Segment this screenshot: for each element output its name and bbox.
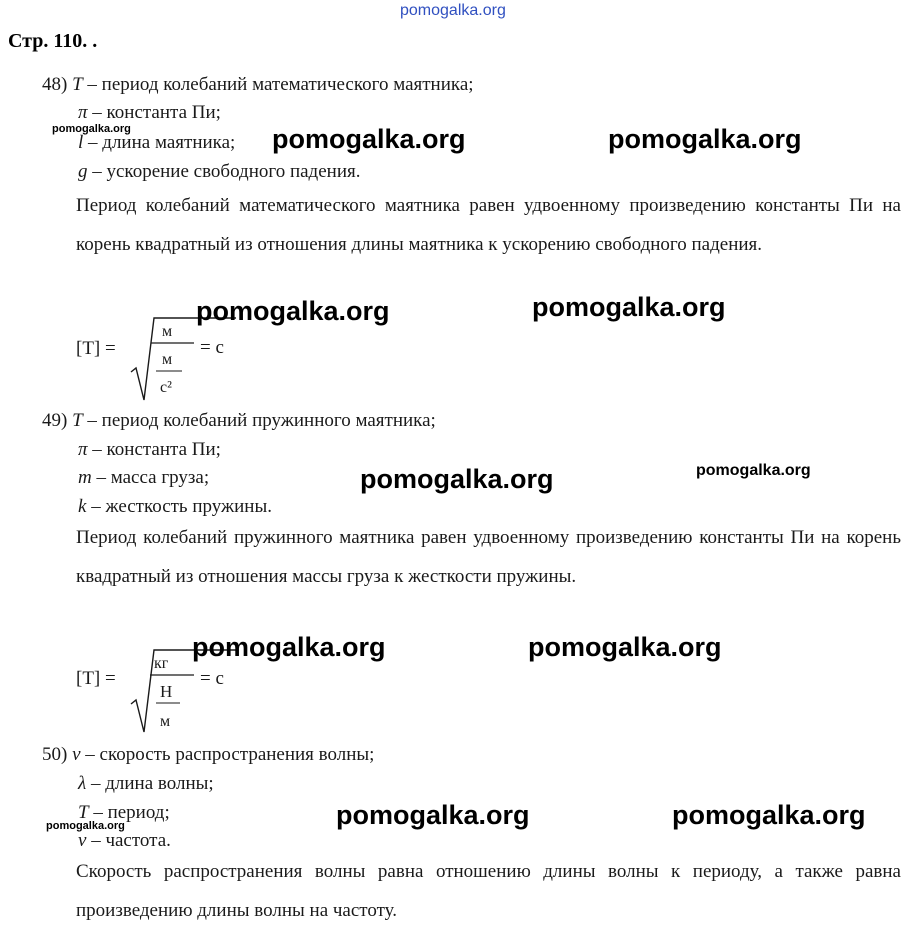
task50-paragraph: Скорость распространения волны равна отношению длины волны к периоду, а также равна произведению длины волны на частоту. [76, 861, 901, 921]
task48-paragraph: Период колебаний математического маятника равен удвоенному произведению константы Пи на корень квадратный из отношения длины маятника к ускорению свободного падения. [76, 195, 901, 255]
formula-inner-denominator: с² [160, 379, 172, 396]
task48-line-4: g – ускорение свободного падения. [78, 161, 361, 182]
formula-lhs: [T] = [76, 338, 116, 359]
watermark: pomogalka.org [272, 124, 466, 154]
formula-lhs: [T] = [76, 668, 116, 689]
site-header-link[interactable]: pomogalka.org [400, 2, 506, 19]
watermark: pomogalka.org [672, 800, 866, 830]
formula-rhs: = с [200, 668, 224, 689]
watermark: pomogalka.org [360, 464, 554, 494]
watermark: pomogalka.org [532, 292, 726, 322]
watermark: pomogalka.org [336, 800, 530, 830]
task49-number: 49) [42, 410, 68, 431]
formula-inner-numerator: Н [160, 682, 173, 701]
formula-inner-denominator: м [160, 713, 171, 730]
watermark-small: pomogalka.org [696, 462, 811, 479]
sqrt-sign [131, 318, 236, 400]
task49-line-4: k – жесткость пружины. [78, 496, 272, 517]
watermark: pomogalka.org [196, 296, 390, 326]
watermark: pomogalka.org [192, 632, 386, 662]
task49-line-1: 49) T – период колебаний пружинного маятника; [42, 410, 436, 431]
watermark: pomogalka.org [608, 124, 802, 154]
task50-line-1: 50) v – скорость распространения волны; [42, 744, 375, 765]
formula-numerator: м [162, 323, 173, 340]
task48-line-2: π – константа Пи; [78, 102, 221, 123]
task50-line-2: λ – длина волны; [78, 773, 214, 794]
task49-line-2: π – константа Пи; [78, 439, 221, 460]
task50-line-4: ν – частота. [78, 830, 171, 851]
task48-line-3: l – длина маятника; [78, 132, 236, 153]
task48-number: 48) [42, 74, 68, 95]
task50-line-3: T – период; [78, 802, 170, 823]
watermark: pomogalka.org [528, 632, 722, 662]
task49-paragraph: Период колебаний пружинного маятника равен удвоенному произведению константы Пи на корень квадратный из отношения массы груза к жесткости пружины. [76, 527, 901, 587]
task49-line-3: m – масса груза; [78, 467, 210, 488]
formula-inner-numerator: м [162, 351, 173, 368]
page-title: Стр. 110. . [8, 30, 98, 52]
watermark-small: pomogalka.org [52, 123, 131, 135]
task50-number: 50) [42, 744, 68, 765]
formula-rhs: = с [200, 337, 224, 358]
task48-symbol-1: T [72, 74, 83, 95]
formula-numerator: кг [154, 655, 169, 672]
task48-line-1: 48) T – период колебаний математического маятника; [42, 74, 474, 95]
watermark-small: pomogalka.org [46, 820, 125, 832]
